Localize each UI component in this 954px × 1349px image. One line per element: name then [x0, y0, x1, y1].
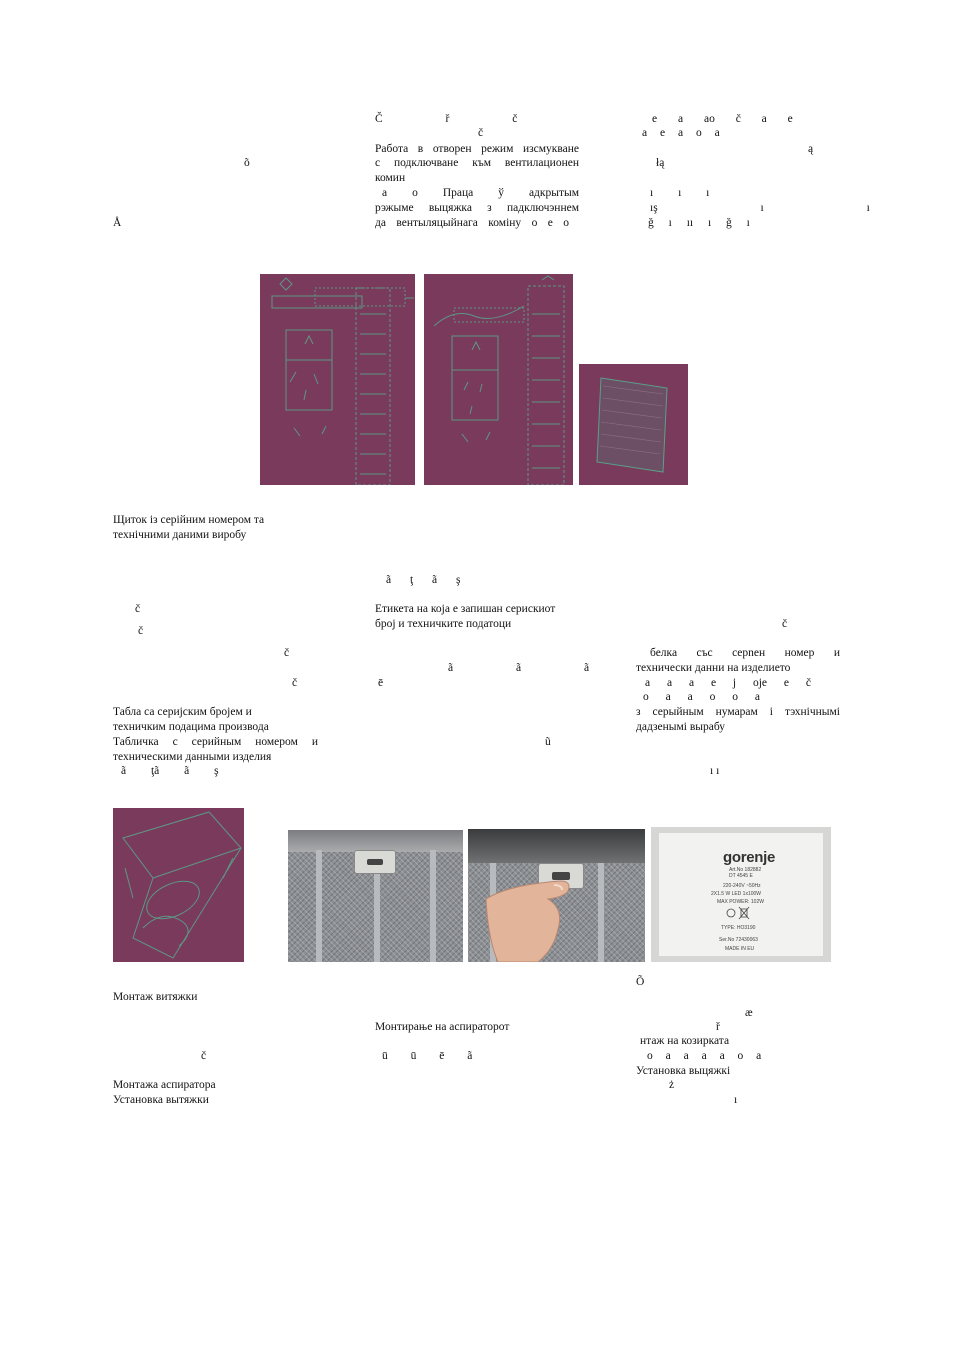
hood-edge: [288, 830, 463, 852]
mount-caption-ru: Установка вытяжки: [113, 1094, 209, 1106]
col2-fragment-b: ã ã ã: [448, 662, 590, 674]
plate-caption-sr-1: Табла са серијским бројем и: [113, 706, 252, 718]
recirculation-mode-drawing: [424, 274, 573, 485]
filter-handle-photo: [468, 829, 645, 962]
bg-open-mode-line-2: с подключване към вентилационен: [375, 157, 579, 169]
filter-rail-left: [316, 850, 322, 962]
col1-line-2: Å: [113, 217, 122, 229]
be-open-mode-line-2: да вентыляцыйнага коміну о е о: [375, 217, 569, 229]
plate-caption-sr-2: техничким подацима производа: [113, 721, 269, 733]
be-open-mode-line-1: рэжыме выцяжка з падключэннем: [375, 202, 579, 214]
bg-open-mode-line-3: комин: [375, 172, 406, 184]
col1-fragment-f: č: [201, 1050, 207, 1062]
col1-fragment-e: ã ţã ã ş: [121, 765, 219, 777]
col2-line-1: Č ř č: [375, 113, 518, 125]
col3-line-5: ı ı ı: [650, 187, 710, 199]
mount-caption-be: Установка выцяжкі: [636, 1065, 731, 1077]
grease-filter-photo: [288, 830, 463, 962]
col3-line-1: е а ао č а е: [652, 113, 793, 125]
filter-removal-diagram: [113, 808, 244, 962]
col1-line-1: õ: [244, 157, 250, 169]
plate-caption-ru-1: Табличка с серийным номером и: [113, 736, 318, 748]
mount-caption-mk: Монтирање на аспираторот: [375, 1021, 510, 1033]
plate-article: Art.No 182882: [729, 867, 762, 873]
recirculation-mode-diagram: [424, 274, 573, 485]
exhaust-mode-diagram: [260, 274, 415, 485]
col3-line-6: ış ı ı: [650, 202, 870, 214]
col3-fragment-j: ı: [734, 1094, 738, 1106]
col1-fragment-a: č: [135, 603, 141, 615]
plate-caption-be-1: з серыйным нумарам і тэхнічнымі: [636, 706, 840, 718]
plate-caption-uk-2: технічними даними виробу: [113, 529, 247, 541]
col1-fragment-b: č: [138, 625, 144, 637]
col3-fragment-f: æ: [745, 1007, 753, 1019]
col2-fragment-c: ē: [378, 677, 384, 689]
plate-type: TYPE: HO3190: [721, 925, 756, 931]
col3-line-7: ğ ı ıı ı ğ ı: [648, 217, 750, 229]
plate-power: MAX POWER: 102W: [717, 899, 764, 905]
plate-caption-bg-2: технически данни на изделието: [636, 662, 791, 674]
plate-caption-uk-1: Щиток із серійним номером та: [113, 514, 265, 526]
col3-line-4: łą: [656, 157, 665, 169]
filter-handle: [354, 850, 396, 874]
plate-serial: Ser.No 72430063: [719, 937, 758, 943]
plate-made-in: MADE IN EU: [725, 946, 755, 952]
col3-line-2: а е а о а: [642, 127, 720, 139]
rating-plate-photo: [651, 827, 831, 962]
col3-fragment-c: о а а о о а: [643, 691, 760, 703]
plate-lamp: 2X1.5 W LED 1x100W: [711, 891, 762, 897]
filter-removal-drawing: [113, 808, 244, 962]
mount-caption-sr: Монтажа аспиратора: [113, 1079, 216, 1091]
carbon-filter-drawing: [579, 364, 688, 485]
col2-fragment-d: ũ: [545, 736, 551, 748]
rating-plate: [659, 833, 823, 956]
bg-open-mode-line-1: Работа в отворен режим изсмукване: [375, 143, 579, 155]
brand-logo: gorenje: [723, 849, 776, 866]
mount-caption-uk: Монтаж витяжки: [113, 991, 198, 1003]
be-open-mode-line-0: а о Праца ў адкрытым: [382, 187, 579, 199]
plate-model: DT 4545 E: [729, 873, 753, 879]
mount-caption-bg: нтаж на козирката: [640, 1035, 730, 1047]
plate-caption-ru-2: техническими данными изделия: [113, 751, 272, 763]
plate-caption-be-2: дадзенымі вырабу: [636, 721, 725, 733]
plate-caption-bg-1: белка със серnен номер и: [650, 647, 840, 659]
col2-line-2: č: [478, 127, 484, 139]
col1-fragment-c: č: [284, 647, 290, 659]
col2-fragment-e: ū ū ē ã: [382, 1050, 473, 1062]
exhaust-mode-drawing: [260, 274, 415, 485]
col2-fragment-a: ã ţ ã ş: [386, 574, 461, 586]
col3-line-3: ą: [808, 143, 814, 155]
carbon-filter-diagram: [579, 364, 688, 485]
col3-fragment-g: ř: [716, 1021, 720, 1033]
col3-fragment-a: č: [782, 618, 788, 630]
col3-fragment-i: ż: [669, 1079, 675, 1091]
finger-icon: [468, 829, 645, 962]
plate-caption-mk-2: број и техничките податоци: [375, 618, 512, 630]
col3-fragment-e: Õ: [636, 976, 645, 988]
filter-rail-right: [430, 850, 436, 962]
plate-voltage: 220-240V ~50Hz: [723, 883, 761, 889]
col1-fragment-d: č: [292, 677, 298, 689]
col3-fragment-b: а а а е j oje е č: [645, 677, 811, 689]
col3-fragment-d: ı ı: [710, 765, 720, 777]
col3-fragment-h: о а а а а о а: [647, 1050, 762, 1062]
plate-caption-mk-1: Етикета на која е запишан серискиот: [375, 603, 556, 615]
